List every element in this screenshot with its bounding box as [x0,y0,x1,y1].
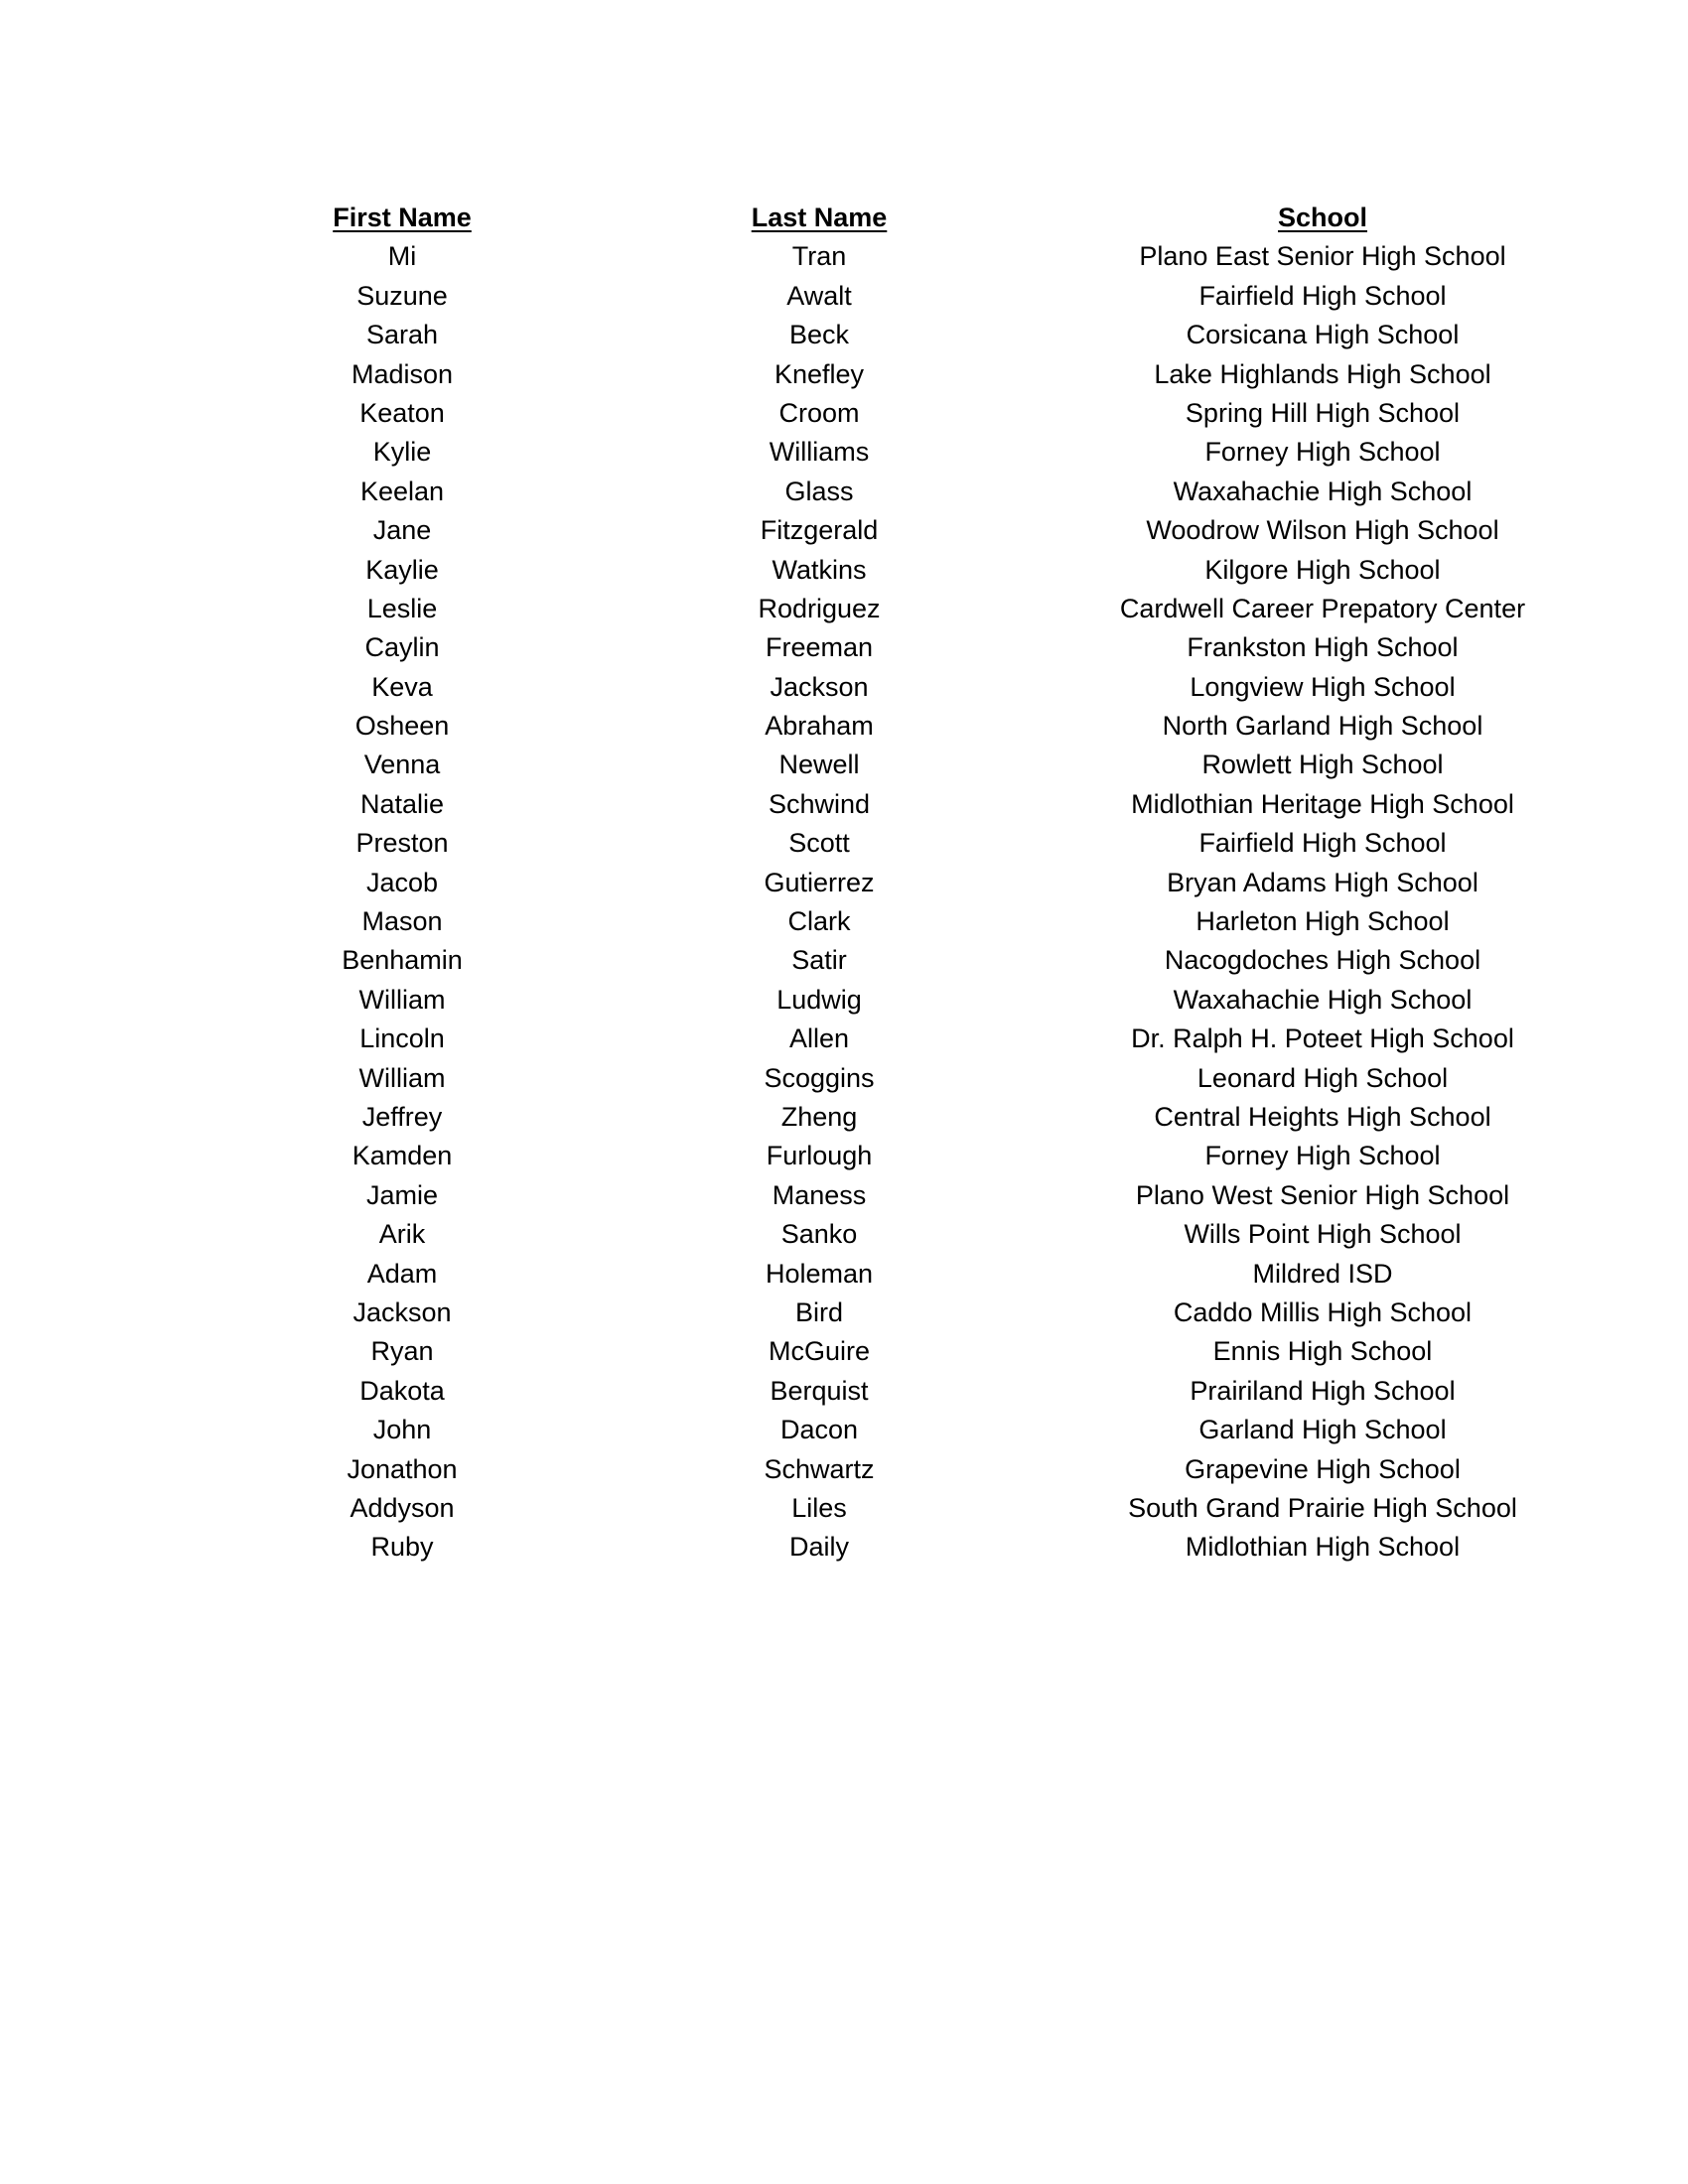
last-name-cell: Bird [794,1297,843,1327]
school-cell: Lake Highlands High School [1154,358,1491,389]
first-name-cell: Madison [351,358,454,389]
first-name-cell: William [358,1062,446,1093]
first-name-cell: Benhamin [342,945,463,976]
last-name-cell: Allen [788,1024,850,1054]
school-cell: Central Heights High School [1154,1101,1491,1132]
first-name-cell: Jacob [365,867,439,897]
table-row [0,1020,1688,1058]
school-cell: Nacogdoches High School [1164,945,1481,976]
school-cell: Woodrow Wilson High School [1146,515,1499,546]
first-name-cell: Ryan [370,1336,434,1367]
table-row [0,785,1688,824]
first-name-cell: Jamie [365,1179,439,1210]
first-name-cell: Caylin [364,632,440,663]
table-body [0,237,1688,1567]
last-name-cell: Schwind [768,788,871,819]
last-name-cell: Liles [791,1492,847,1523]
school-cell: Harleton High School [1196,906,1450,937]
last-name-cell: Holeman [765,1258,874,1289]
school-cell: Dr. Ralph H. Poteet High School [1131,1024,1514,1054]
table-header-row [0,199,1688,237]
first-name-cell: Dakota [359,1375,445,1406]
table-row [0,1411,1688,1449]
school-cell: Kilgore High School [1204,554,1441,585]
last-name-cell: Maness [772,1179,867,1210]
last-name-cell: Glass [784,476,854,506]
table-row [0,1372,1688,1411]
first-name-cell: Jackson [352,1297,452,1327]
last-name-cell: Rodriguez [758,593,881,623]
first-name-cell: Jonathon [347,1453,458,1484]
table-row [0,628,1688,667]
table-row [0,1294,1688,1332]
last-name-cell: Knefley [774,358,865,389]
school-cell: Plano West Senior High School [1135,1179,1510,1210]
table-row [0,1137,1688,1175]
school-cell: Grapevine High School [1185,1453,1461,1484]
first-name-cell: Arik [378,1219,426,1250]
table-row [0,590,1688,628]
last-name-cell: McGuire [768,1336,870,1367]
last-name-cell: Watkins [772,554,867,585]
school-cell: Waxahachie High School [1173,476,1473,506]
first-name-cell: Natalie [359,788,445,819]
table-row [0,746,1688,784]
school-cell: Corsicana High School [1186,320,1460,350]
last-name-cell: Tran [791,241,847,272]
table-row [0,237,1688,276]
school-cell: Rowlett High School [1201,750,1444,780]
table-row [0,864,1688,902]
last-name-cell: Scott [788,828,850,859]
last-name-cell: Dacon [779,1415,859,1445]
first-name-cell: Suzune [356,280,448,311]
school-cell: Forney High School [1204,437,1441,468]
last-name-cell: Awalt [786,280,852,311]
school-cell: North Garland High School [1162,711,1483,742]
table-row [0,824,1688,863]
first-name-cell: Adam [366,1258,438,1289]
table-row [0,473,1688,511]
last-name-cell: Williams [769,437,870,468]
table-row [0,902,1688,941]
school-cell: Ennis High School [1212,1336,1433,1367]
first-name-cell: John [372,1415,432,1445]
last-name-cell: Gutierrez [764,867,875,897]
table-row [0,1098,1688,1137]
first-name-cell: Kamden [352,1141,453,1171]
school-cell: Spring Hill High School [1185,397,1461,428]
school-cell: Prairiland High School [1190,1375,1456,1406]
first-name-cell: Keva [371,671,433,702]
table-row [0,1489,1688,1528]
first-name-cell: Venna [363,750,441,780]
table-row [0,511,1688,550]
first-name-cell: Leslie [366,593,438,623]
school-cell: Longview High School [1190,671,1456,702]
first-name-cell: Jane [372,515,432,546]
school-cell: Plano East Senior High School [1139,241,1506,272]
first-name-cell: Osheen [354,711,450,742]
table-row [0,355,1688,394]
table-row [0,1450,1688,1489]
table-row [0,707,1688,746]
school-cell: Forney High School [1204,1141,1441,1171]
school-cell: Midlothian High School [1185,1532,1461,1563]
school-header: School [1277,203,1367,232]
table-row [0,1176,1688,1215]
school-cell: South Grand Prairie High School [1128,1492,1517,1523]
table-row [0,941,1688,980]
last-name-cell: Jackson [770,671,869,702]
table-row [0,551,1688,590]
table-row [0,981,1688,1020]
first-name-header: First Name [333,203,472,232]
table-row [0,394,1688,433]
school-cell: Garland High School [1198,1415,1447,1445]
last-name-header: Last Name [751,203,888,232]
school-cell: Fairfield High School [1198,828,1447,859]
table-row [0,1332,1688,1371]
student-roster-table [0,199,1688,1568]
table-row [0,1255,1688,1294]
first-name-cell: Mason [361,906,443,937]
first-name-cell: Preston [355,828,449,859]
table-row [0,277,1688,316]
first-name-cell: Lincoln [359,1024,445,1054]
last-name-cell: Furlough [766,1141,873,1171]
last-name-cell: Berquist [770,1375,869,1406]
last-name-cell: Abraham [765,711,874,742]
school-cell: Leonard High School [1196,1062,1449,1093]
last-name-cell: Freeman [765,632,874,663]
last-name-cell: Zheng [780,1101,858,1132]
table-row [0,1215,1688,1254]
first-name-cell: Keelan [359,476,445,506]
last-name-cell: Ludwig [776,984,862,1015]
school-cell: Caddo Millis High School [1173,1297,1473,1327]
last-name-cell: Sanko [780,1219,858,1250]
first-name-cell: William [358,984,446,1015]
last-name-cell: Beck [788,320,850,350]
school-cell: Bryan Adams High School [1167,867,1478,897]
table-row [0,1528,1688,1567]
school-cell: Wills Point High School [1184,1219,1462,1250]
first-name-cell: Sarah [365,320,439,350]
school-cell: Fairfield High School [1198,280,1447,311]
last-name-cell: Satir [791,945,847,976]
table-row [0,316,1688,354]
first-name-cell: Addyson [350,1492,455,1523]
last-name-cell: Clark [787,906,851,937]
first-name-cell: Mi [387,241,417,272]
first-name-cell: Kylie [372,437,432,468]
table-row [0,668,1688,707]
first-name-cell: Kaylie [365,554,439,585]
school-cell: Waxahachie High School [1173,984,1473,1015]
school-cell: Cardwell Career Prepatory Center [1119,593,1526,623]
last-name-cell: Daily [788,1532,849,1563]
table-row [0,433,1688,472]
last-name-cell: Fitzgerald [760,515,879,546]
first-name-cell: Jeffrey [361,1101,443,1132]
first-name-cell: Keaton [359,397,445,428]
school-cell: Mildred ISD [1252,1258,1393,1289]
school-cell: Midlothian Heritage High School [1131,788,1514,819]
last-name-cell: Schwartz [764,1453,875,1484]
first-name-cell: Ruby [370,1532,434,1563]
last-name-cell: Croom [778,397,860,428]
last-name-cell: Scoggins [764,1062,875,1093]
table-row [0,1059,1688,1098]
school-cell: Frankston High School [1187,632,1459,663]
last-name-cell: Newell [778,750,860,780]
